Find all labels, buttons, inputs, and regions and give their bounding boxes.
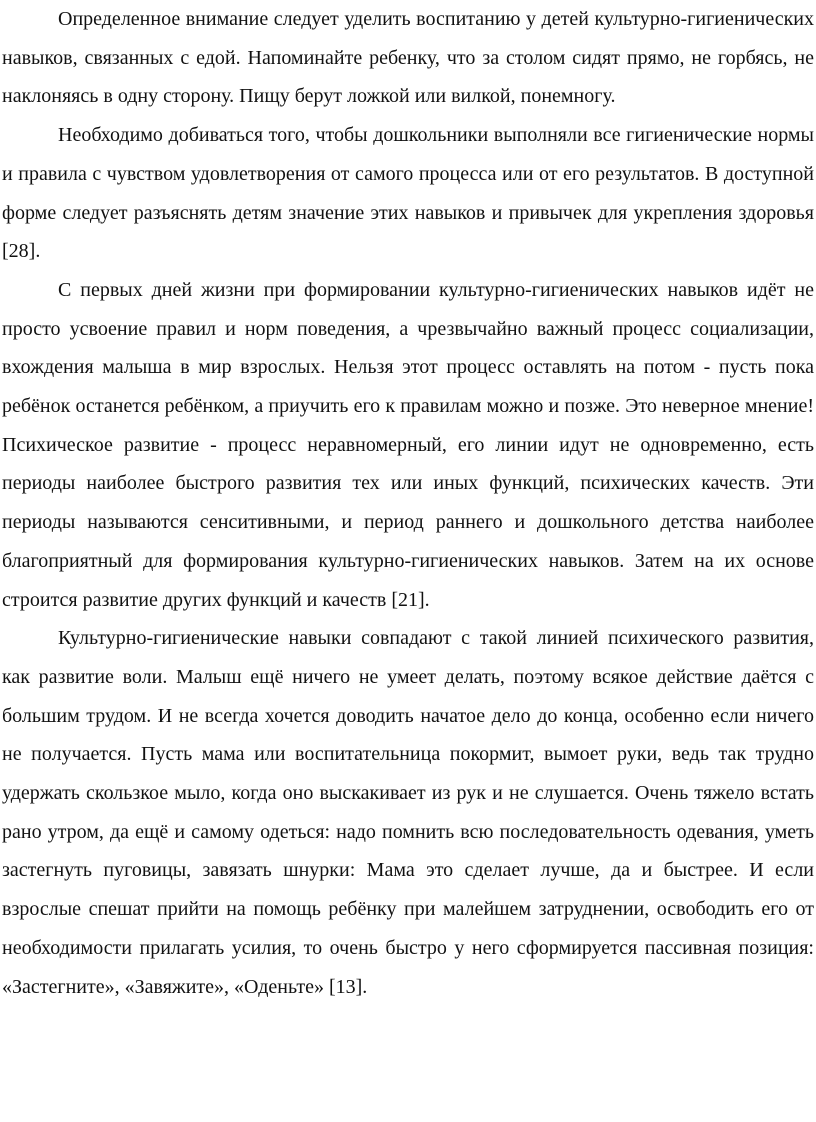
paragraph-socialization: С первых дней жизни при формировании культурно-гигиенических навыков идёт не просто усвоение правил и норм поведения, а чрезвычайно важный процесс социализации, вхождения малыша в мир взрослых. Нельзя этот процесс оставлять на потом - пусть пока ребёнок останется ребёнком, а приучить его к правилам можно и позже. Это неверное мнение! Психическое развитие - процесс неравномерный, его линии идут не одновременно, есть периоды наиболее быстрого развития тех или иных функций, психических качеств. Эти периоды называются сенситивными, и период раннего и дошкольного детства наиболее благоприятный для формирования культурно-гигиенических навыков. Затем на их основе строится развитие других функций и качеств [21].: [2, 278, 814, 611]
paragraph-table-manners: Определенное внимание следует уделить воспитанию у детей культурно-гигиенических навыков, связанных с едой. Напоминайте ребенку, что за столом сидят прямо, не горбясь, не наклоняясь в одну сторону. Пищу берут ложкой или вилкой, понемногу.: [2, 8, 814, 108]
paragraph-hygiene-norms: Необходимо добиваться того, чтобы дошкольники выполняли все гигиенические нормы и правила с чувством удовлетворения от самого процесса или от его результатов. В доступной форме следует разъяснять детям значение этих навыков и привычек для укрепления здоровья [28].: [2, 124, 814, 263]
paragraph-will-development: Культурно-гигиенические навыки совпадают с такой линией психического развития, как развитие воли. Малыш ещё ничего не умеет делать, поэтому всякое действие даётся с большим трудом. И не всегда хочется доводить начатое дело до конца, особенно если ничего не получается. Пусть мама или воспитательница покормит, вымоет руки, ведь так трудно удержать скользкое мыло, когда оно выскакивает из рук и не слушается. Очень тяжело встать рано утром, да ещё и самому одеться: надо помнить всю последовательность одевания, уметь застегнуть пуговицы, завязать шнурки: Мама это сделает лучше, да и быстрее. И если взрослые спешат прийти на помощь ребёнку при малейшем затруднении, освободить его от необходимости прилагать усилия, то очень быстро у него сформируется пассивная позиция: «Застегните», «Завяжите», «Оденьте» [13].: [2, 627, 814, 998]
